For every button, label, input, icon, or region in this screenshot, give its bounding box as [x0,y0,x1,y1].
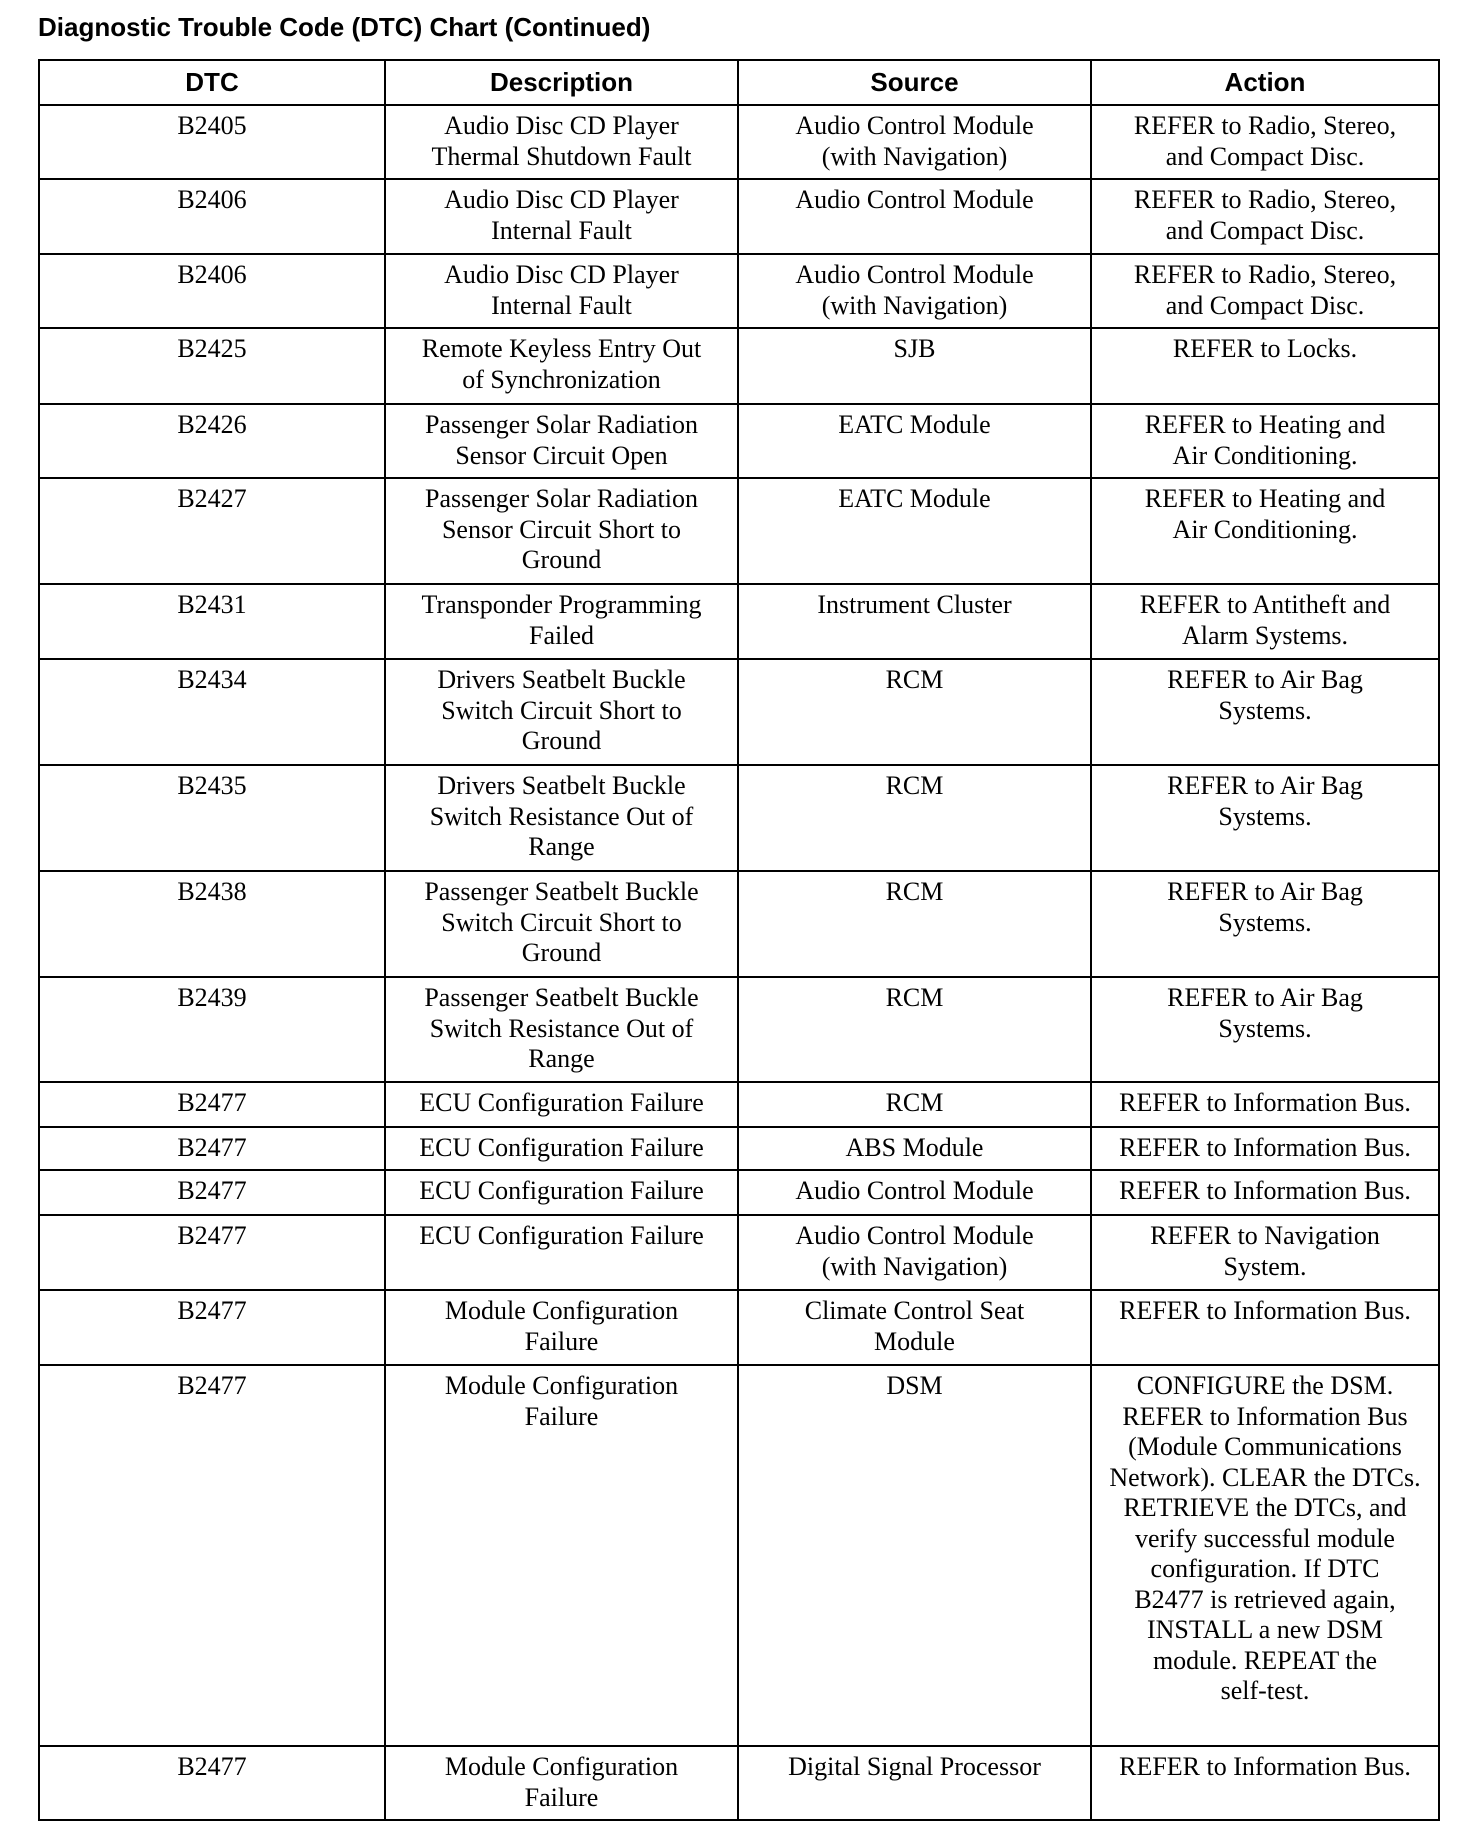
header-description: Description [385,60,738,105]
cell-description: Module Configuration Failure [385,1746,738,1820]
cell-source: RCM [738,871,1091,977]
cell-dtc: B2477 [39,1170,385,1215]
cell-source: ABS Module [738,1127,1091,1170]
cell-action: REFER to Locks. [1091,328,1439,404]
cell-action: REFER to Information Bus. [1091,1290,1439,1365]
table-row [39,977,1439,1082]
cell-dtc: B2438 [39,871,385,977]
cell-source: RCM [738,659,1091,765]
table-row [39,659,1439,765]
table-row [39,871,1439,977]
cell-dtc: B2425 [39,328,385,404]
cell-dtc: B2426 [39,404,385,478]
cell-action: REFER to Radio, Stereo, and Compact Disc. [1091,254,1439,328]
table-row [39,105,1439,179]
table-row [39,765,1439,871]
cell-description: ECU Configuration Failure [385,1170,738,1215]
cell-source: RCM [738,977,1091,1082]
cell-description: Passenger Solar Radiation Sensor Circuit Open [385,404,738,478]
cell-dtc: B2439 [39,977,385,1082]
cell-dtc: B2477 [39,1365,385,1746]
cell-action: REFER to Air Bag Systems. [1091,871,1439,977]
cell-action: REFER to Information Bus. [1091,1170,1439,1215]
cell-description: ECU Configuration Failure [385,1215,738,1290]
cell-description: Remote Keyless Entry Out of Synchronization [385,328,738,404]
cell-source: Digital Signal Processor [738,1746,1091,1820]
header-dtc: DTC [39,60,385,105]
cell-source: Audio Control Module (with Navigation) [738,105,1091,179]
cell-source: Instrument Cluster [738,584,1091,659]
cell-description: Audio Disc CD Player Internal Fault [385,179,738,254]
cell-source: Audio Control Module [738,179,1091,254]
table-row [39,1746,1439,1820]
cell-description: Module Configuration Failure [385,1365,738,1746]
cell-description: ECU Configuration Failure [385,1082,738,1127]
table-row [39,1127,1439,1170]
cell-action: REFER to Air Bag Systems. [1091,765,1439,871]
cell-dtc: B2477 [39,1290,385,1365]
dtc-table [38,59,1440,1821]
cell-description: Passenger Solar Radiation Sensor Circuit Short to Ground [385,478,738,584]
chart-title: Diagnostic Trouble Code (DTC) Chart (Continued) [38,12,651,42]
table-row [39,1170,1439,1215]
cell-source: Audio Control Module (with Navigation) [738,254,1091,328]
cell-description: Drivers Seatbelt Buckle Switch Resistance Out of Range [385,765,738,871]
cell-action: REFER to Information Bus. [1091,1082,1439,1127]
table-row [39,478,1439,584]
cell-dtc: B2405 [39,105,385,179]
table-row [39,254,1439,328]
table-row [39,1082,1439,1127]
table-row [39,179,1439,254]
cell-dtc: B2406 [39,179,385,254]
cell-description: Audio Disc CD Player Thermal Shutdown Fault [385,105,738,179]
cell-source: EATC Module [738,478,1091,584]
cell-source: RCM [738,1082,1091,1127]
cell-dtc: B2406 [39,254,385,328]
cell-dtc: B2427 [39,478,385,584]
cell-action: REFER to Radio, Stereo, and Compact Disc. [1091,105,1439,179]
cell-source: Audio Control Module [738,1170,1091,1215]
cell-description: ECU Configuration Failure [385,1127,738,1170]
table-row [39,404,1439,478]
header-source: Source [738,60,1091,105]
cell-description: Drivers Seatbelt Buckle Switch Circuit Short to Ground [385,659,738,765]
table-row [39,1215,1439,1290]
cell-action: REFER to Information Bus. [1091,1127,1439,1170]
cell-action: REFER to Heating and Air Conditioning. [1091,478,1439,584]
cell-dtc: B2431 [39,584,385,659]
table-row [39,584,1439,659]
cell-dtc: B2435 [39,765,385,871]
cell-dtc: B2477 [39,1215,385,1290]
cell-description: Audio Disc CD Player Internal Fault [385,254,738,328]
cell-description: Transponder Programming Failed [385,584,738,659]
cell-action: REFER to Navigation System. [1091,1215,1439,1290]
table-header-row [39,60,1439,105]
cell-dtc: B2477 [39,1082,385,1127]
cell-dtc: B2477 [39,1127,385,1170]
cell-action: REFER to Heating and Air Conditioning. [1091,404,1439,478]
table-row [39,1365,1439,1746]
cell-action: CONFIGURE the DSM. REFER to Information Bus (Module Communications Network). CLEAR the DTCs. RETRIEVE the DTCs, and verify successful module configuration. If DTC B2477 is retrieved again, INSTALL a new DSM module. REPEAT the self-test. [1091,1365,1439,1746]
cell-action: REFER to Information Bus. [1091,1746,1439,1820]
cell-action: REFER to Air Bag Systems. [1091,977,1439,1082]
cell-description: Passenger Seatbelt Buckle Switch Resistance Out of Range [385,977,738,1082]
table-row [39,1290,1439,1365]
cell-action: REFER to Radio, Stereo, and Compact Disc. [1091,179,1439,254]
cell-description: Passenger Seatbelt Buckle Switch Circuit Short to Ground [385,871,738,977]
cell-dtc: B2434 [39,659,385,765]
cell-dtc: B2477 [39,1746,385,1820]
cell-action: REFER to Antitheft and Alarm Systems. [1091,584,1439,659]
cell-description: Module Configuration Failure [385,1290,738,1365]
cell-source: Climate Control Seat Module [738,1290,1091,1365]
cell-action: REFER to Air Bag Systems. [1091,659,1439,765]
cell-source: EATC Module [738,404,1091,478]
cell-source: Audio Control Module (with Navigation) [738,1215,1091,1290]
table-row [39,328,1439,404]
header-action: Action [1091,60,1439,105]
cell-source: SJB [738,328,1091,404]
cell-source: DSM [738,1365,1091,1746]
cell-source: RCM [738,765,1091,871]
